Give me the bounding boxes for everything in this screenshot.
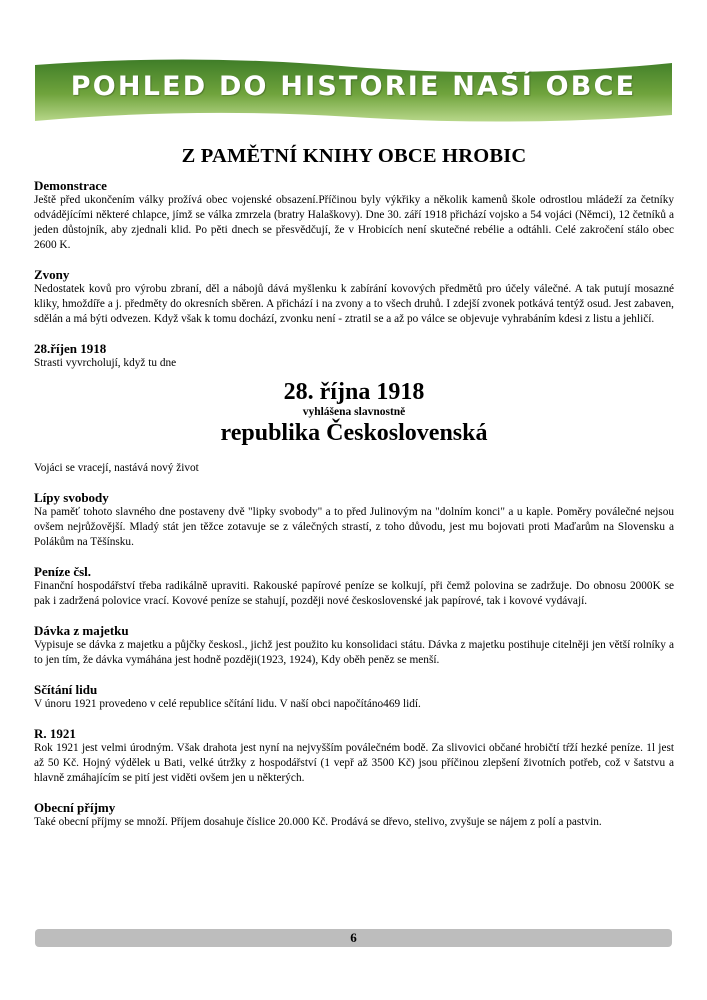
section-heading: R. 1921 <box>34 726 76 741</box>
section-heading: Zvony <box>34 267 70 282</box>
section-text: Nedostatek kovů pro výrobu zbraní, děl a nábojů dává myšlenku k zabírání kovových předmětů pro účely válečné. A tak putují mosazné kliky, hmoždíře a j. předměty do okresních sběren. A přichází i na zvony a to všech druhů. I zdejší zvonek potkává tentýž osud. Jest zabaven, sdělán a má býti odvezen. Když však k tomu dochází, zvonku není - ztratil se a až po válce se objevuje vyhrabáním kdesi z listu a jehličí. <box>34 283 674 325</box>
section-text: V únoru 1921 provedeno v celé republice sčítání lidu. V naší obci napočítáno469 lidí. <box>34 698 421 710</box>
section-penize <box>34 564 674 609</box>
section-heading: Lípy svobody <box>34 490 109 505</box>
section-28-rijen <box>34 341 674 371</box>
section-r-1921 <box>34 726 674 786</box>
section-lipy-svobody <box>34 490 674 550</box>
section-text: Vypisuje se dávka z majetku a půjčky českosl., jichž jest použito ku konsolidaci státu. Dávka z majetku postihuje citelněji jen větší rolníky a to jen tím, že dávka vymáhána jest hodně později(1923, 1924), Kdy oběh peněz se menší. <box>34 639 674 666</box>
footer-bar <box>35 929 672 947</box>
section-text: Vojáci se vracejí, nastává nový život <box>34 462 199 474</box>
section-text: Na paměť tohoto slavného dne postaveny dvě "lipky svobody" a to před Julinovým na "dolním konci" a u kaple. Poměry poválečné nejsou ovšem nejrůžovější. Mladý stát jen těžce zotavuje se z válečných strastí, z toho důvodu, jest mu bojovati proti Maďarům na Slovensku a Polákům na Těšínsku. <box>34 506 674 548</box>
republic-announcement <box>34 379 674 447</box>
section-heading: Demonstrace <box>34 178 107 193</box>
section-vojaci <box>34 461 674 476</box>
section-heading: Obecní příjmy <box>34 800 116 815</box>
section-heading: 28.říjen 1918 <box>34 341 107 356</box>
section-text: Rok 1921 jest velmi úrodným. Však drahota jest nyní na nejvyšším poválečném bodě. Za slivovici občané hrobičtí tŕží hezké peníze. 1l jest až 50 Kč. Hojný výdělek u Bati, velké útržky z hospodářství (1 vepř až 3500 Kč) jsou příčinou zlepšení životních potřeb, což v šatstvu a hlavně zmáhajícím se pití jest viděti ovšem jen u některých. <box>34 742 674 784</box>
announcement-republic: republika Československá <box>220 420 488 446</box>
section-text: Finanční hospodářství třeba radikálně upraviti. Rakouské papírové peníze se kolkují, při čemž polovina se zadržuje. Do obnosu 2000K se pak i zadržená polovice vrací. Kovové peníze se stahují, později nové československé jak papírové, tak i kovové vydávají. <box>34 580 674 607</box>
section-heading: Dávka z majetku <box>34 623 129 638</box>
document-body <box>34 145 674 844</box>
section-text: Také obecní příjmy se množí. Příjem dosahuje číslice 20.000 Kč. Prodává se dřevo, stelivo, zvyšuje se nájem z polí a pastvin. <box>34 816 602 828</box>
header-banner <box>35 57 672 125</box>
section-zvony <box>34 267 674 327</box>
section-text: Strasti vyvrcholují, když tu dne <box>34 357 177 369</box>
announcement-subtitle: vyhlášena slavnostně <box>302 406 406 418</box>
section-obecni-prijmy <box>34 800 674 830</box>
section-demonstrace <box>34 178 674 253</box>
section-scitani-lidu <box>34 682 674 712</box>
page-title: Z PAMĚTNÍ KNIHY OBCE HROBIC <box>181 145 527 167</box>
section-davka-z-majetku <box>34 623 674 668</box>
section-heading: Peníze čsl. <box>34 564 92 579</box>
section-text: Ještě před ukončením války prožívá obec vojenské obsazení.Příčinou byly výkřiky a několik kamenů škole odrostlou mládeží za četníky odvádějícími některé chlapce, jímž se válka zmrzela (bratry Halaškovy). Dne 30. září 1918 přichází vojsko a 54 vojáci (Němci), 12 četníků a jeden důstojník, aby zjednali klid. Po pěti dnech se přesvědčují, že v Hrobicích není skutečné rebélie a odtáhli. Celé zakročení stálo obec 2600 K. <box>34 194 674 251</box>
banner-title: POHLED DO HISTORIE NAŠÍ OBCE <box>70 71 637 102</box>
section-heading: Sčítání lidu <box>34 682 98 697</box>
page-number: 6 <box>350 930 357 945</box>
announcement-date: 28. října 1918 <box>283 379 425 405</box>
